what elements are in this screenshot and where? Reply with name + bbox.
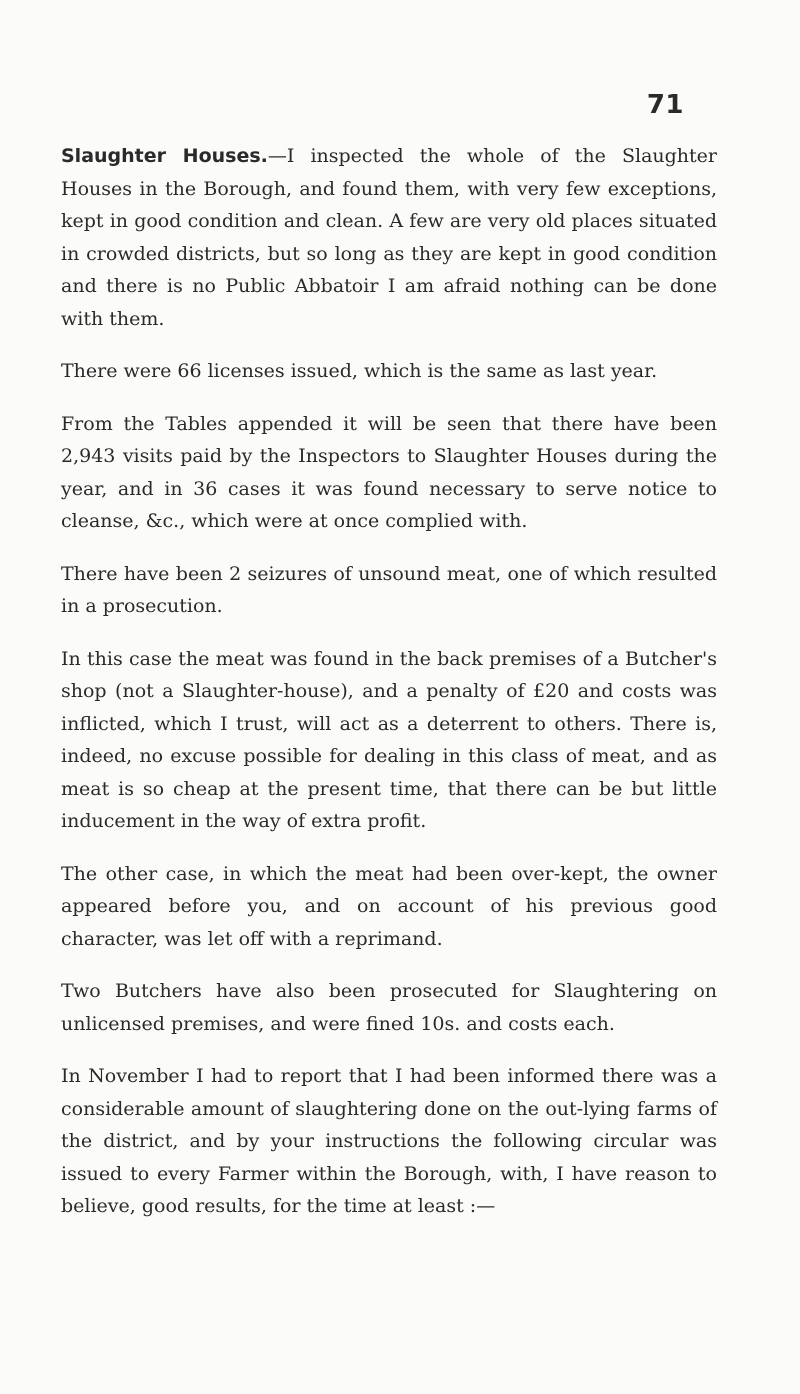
page-number: 71 [646, 90, 684, 120]
paragraph-text: —I inspected the whole of the Slaughter Houses in the Borough, and found them, with very few exceptions, kept in good condition and clean. A few are very old places situated in crowded districts, but so long as they are kept in good condition and there is no Public Abbatoir I am afraid nothing can be done with them. [61, 145, 717, 330]
paragraph-circular: In November I had to report that I had been informed there was a considerable amount of slaughtering done on the out-lying farms of the district, and by your instructions the following circular was issued to every Farmer within the Borough, with, I have reason to believe, good results, for the time at least :— [61, 1065, 717, 1217]
paragraph-seizures: There have been 2 seizures of unsound meat, one of which resulted in a prosecution. [61, 562, 717, 617]
paragraph-butcher-case: In this case the meat was found in the back premises of a Butcher's shop (not a Slaughter-house), and a penalty of £20 and costs was inflicted, which I trust, will act as a deterrent to others. There is, indeed, no excuse possible for dealing in this class of meat, and as meat is so cheap at the present time, that there can be but little inducement in the way of extra profit. [61, 647, 717, 832]
paragraph-slaughter-houses [61, 140, 717, 335]
paragraph-other-case: The other case, in which the meat had been over-kept, the owner appeared before you, and on account of his previous good character, was let off with a reprimand. [61, 862, 717, 950]
section-heading: Slaughter Houses. [61, 145, 268, 167]
paragraph-unlicensed: Two Butchers have also been prosecuted for Slaughtering on unlicensed premises, and were fined 10s. and costs each. [61, 980, 717, 1035]
paragraph-licenses: There were 66 licenses issued, which is the same as last year. [61, 360, 658, 382]
document-body [61, 140, 717, 1243]
paragraph-visits: From the Tables appended it will be seen that there have been 2,943 visits paid by the Inspectors to Slaughter Houses during the year, and in 36 cases it was found necessary to serve notice to cleanse, &c., which were at once complied with. [61, 412, 717, 532]
